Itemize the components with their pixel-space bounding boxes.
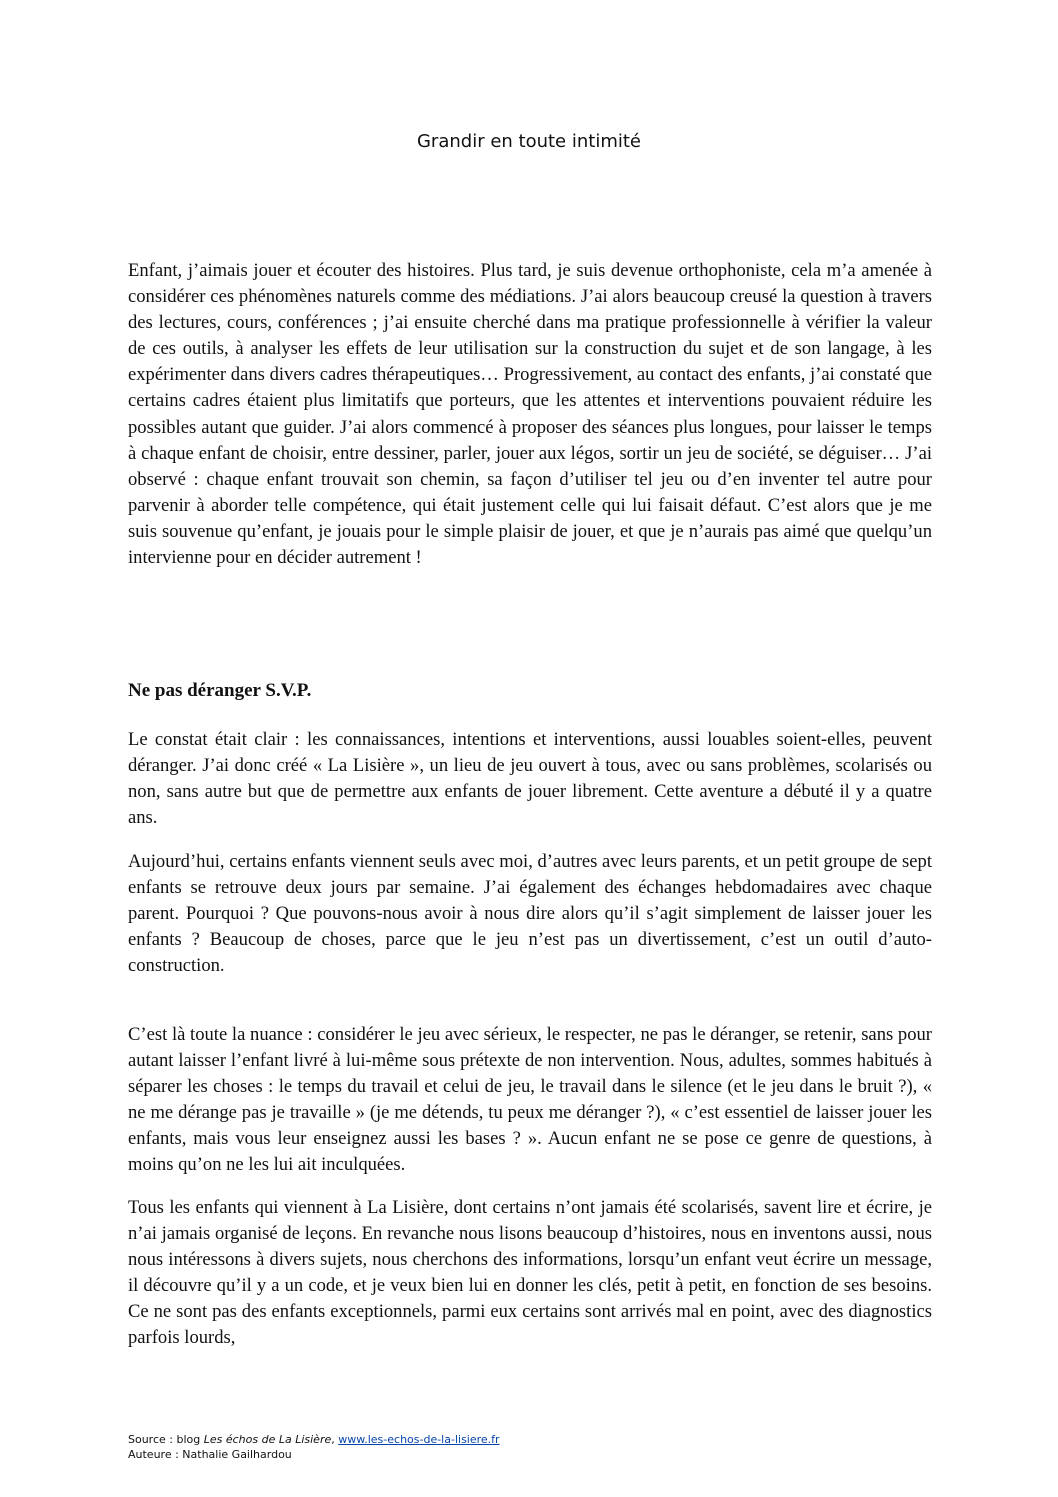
- intro-paragraph: Enfant, j’aimais jouer et écouter des histoires. Plus tard, je suis devenue orthophoniste, cela m’a amenée à considérer ces phénomènes naturels comme des médiations. J’ai alors beaucoup creusé la question à travers des lectures, cours, conférences ; j’ai ensuite cherché dans ma pratique professionnelle à vérifier la valeur de ces outils, à analyser les effets de leur utilisation sur la construction du sujet et de son langage, à les expérimenter dans divers cadres thérapeutiques… Progressivement, au contact des enfants, j’ai constaté que certains cadres étaient plus limitatifs que porteurs, que les attentes et interventions pouvaient réduire les possibles autant que guider. J’ai alors commencé à proposer des séances plus longues, pour laisser le temps à chaque enfant de choisir, entre dessiner, parler, jouer aux légos, sortir un jeu de société, se déguiser… J’ai observé : chaque enfant trouvait son chemin, sa façon d’utiliser tel jeu ou d’en inventer tel autre pour parvenir à aborder telle compétence, qui était justement celle qui lui faisait défaut. C’est alors que je me suis souvenue qu’enfant, je jouais pour le simple plaisir de jouer, et que je n’aurais pas aimé que quelqu’un intervienne pour en décider autrement !: [128, 260, 932, 569]
- source-prefix: Source : blog: [128, 1433, 204, 1446]
- body-paragraph-1: Le constat était clair : les connaissances, intentions et interventions, aussi louables soient-elles, peuvent déranger. J’ai donc créé « La Lisière », un lieu de jeu ouvert à tous, avec ou sans problèmes, scolarisés ou non, sans autre but que de permettre aux enfants de jouer librement. Cette aventure a débuté il y a quatre ans.: [128, 729, 932, 829]
- author-line: Auteure : Nathalie Gailhardou: [128, 1448, 292, 1461]
- source-link[interactable]: www.les-echos-de-la-lisiere.fr: [338, 1433, 500, 1446]
- page-footer: [128, 1432, 500, 1462]
- blog-name: Les échos de La Lisière: [203, 1433, 332, 1446]
- body-paragraph-3: C’est là toute la nuance : considérer le jeu avec sérieux, le respecter, ne pas le déranger, se retenir, sans pour autant laisser l’enfant livré à lui-même sous prétexte de non intervention. Nous, adultes, sommes habitués à séparer les choses : le temps du travail et celui de jeu, le travail dans le silence (et le jeu dans le bruit ?), « ne me dérange pas je travaille » (je me détends, tu peux me déranger ?), « c’est essentiel de laisser jouer les enfants, mais vous leur enseignez aussi les bases ? ». Aucun enfant ne se pose ce genre de questions, à moins qu’on ne les lui ait inculquées.: [128, 1024, 932, 1176]
- source-separator: ,: [331, 1433, 339, 1446]
- body-paragraph-2: Aujourd’hui, certains enfants viennent seuls avec moi, d’autres avec leurs parents, et un petit groupe de sept enfants se retrouve deux jours par semaine. J’ai également des échanges hebdomadaires avec chaque parent. Pourquoi ? Que pouvons-nous avoir à nous dire alors qu’il s’agit simplement de laisser jouer les enfants ? Beaucoup de choses, parce que le jeu n’est pas un divertissement, c’est un outil d’auto-construction.: [128, 851, 932, 977]
- document-title: Grandir en toute intimité: [416, 131, 641, 152]
- source-line: [128, 1432, 500, 1447]
- body-paragraph-4: Tous les enfants qui viennent à La Lisière, dont certains n’ont jamais été scolarisés, savent lire et écrire, je n’ai jamais organisé de leçons. En revanche nous lisons beaucoup d’histoires, nous en inventons aussi, nous nous intéressons à divers sujets, nous cherchons des informations, lorsqu’un enfant veut écrire un message, il découvre qu’il y a un code, et je veux bien lui en donner les clés, petit à petit, en fonction de ses besoins. Ce ne sont pas des enfants exceptionnels, parmi eux certains sont arrivés mal en point, avec des diagnostics parfois lourds,: [128, 1197, 932, 1349]
- section-heading: Ne pas déranger S.V.P.: [128, 680, 312, 701]
